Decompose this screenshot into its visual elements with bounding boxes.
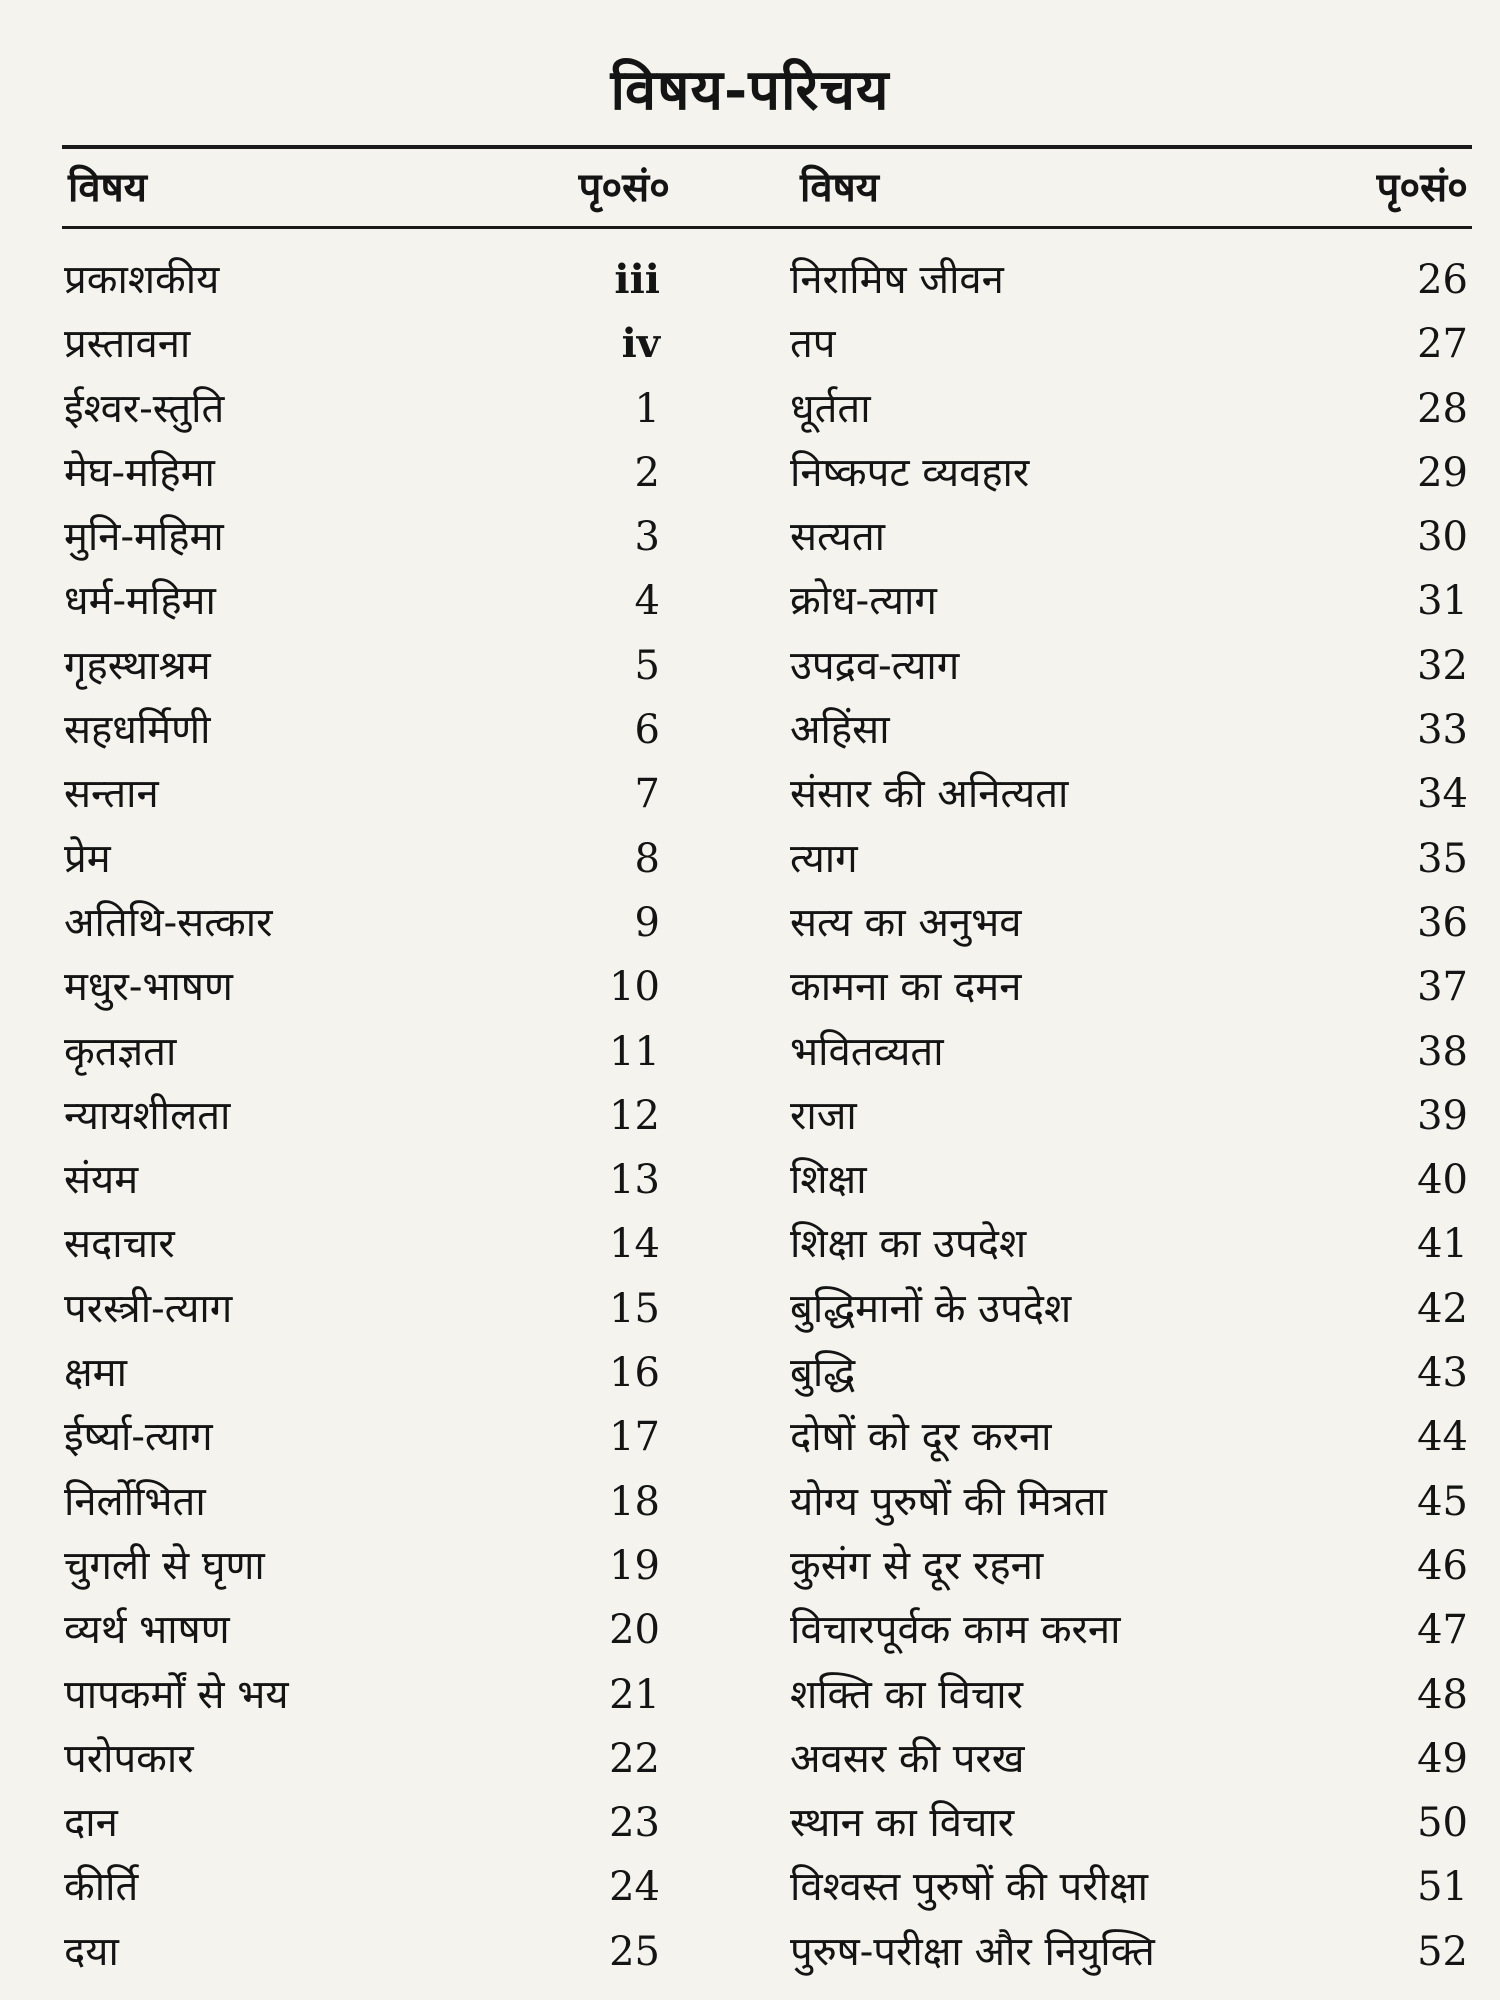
left-subject: अतिथि-सत्कार [64, 899, 273, 946]
left-subject: परोपकार [64, 1735, 194, 1782]
left-page-number: 7 [634, 771, 660, 818]
table-row [0, 955, 1500, 1019]
header-rule [62, 226, 1472, 229]
right-page-number: 30 [1417, 514, 1468, 561]
table-row [0, 1598, 1500, 1662]
right-subject: भवितव्यता [790, 1028, 944, 1075]
right-subject: स्थान का विचार [790, 1800, 1015, 1847]
left-page-number: 1 [634, 385, 660, 432]
right-subject: बुद्धिमानों के उपदेश [790, 1285, 1072, 1332]
right-subject: कुसंग से दूर रहना [790, 1542, 1044, 1589]
left-subject: मधुर-भाषण [64, 964, 233, 1011]
left-subject: संयम [64, 1157, 139, 1204]
left-page-number: 14 [609, 1221, 660, 1268]
left-page-number: 2 [634, 449, 660, 496]
right-page-number: 39 [1417, 1092, 1468, 1139]
left-subject: प्रकाशकीय [64, 257, 220, 303]
table-row [0, 1341, 1500, 1405]
left-subject: मेघ-महिमा [64, 449, 215, 496]
table-row [0, 377, 1500, 441]
left-page-number: 16 [609, 1350, 660, 1397]
right-page-number: 26 [1417, 257, 1468, 303]
table-row [0, 1920, 1500, 1984]
left-page-number: 9 [634, 899, 660, 946]
header-subject-right: विषय [800, 164, 879, 211]
table-row [0, 827, 1500, 891]
right-subject: विचारपूर्वक काम करना [790, 1607, 1121, 1654]
table-row [0, 1663, 1500, 1727]
right-subject: योग्य पुरुषों की मित्रता [790, 1478, 1107, 1525]
left-page-number: 15 [609, 1285, 660, 1332]
right-subject: शिक्षा [790, 1157, 867, 1204]
right-page-number: 33 [1417, 707, 1468, 754]
header-page-right: पृ०सं० [1376, 164, 1468, 211]
header-page-left: पृ०सं० [578, 164, 670, 211]
right-page-number: 38 [1417, 1028, 1468, 1075]
right-page-number: 45 [1417, 1478, 1468, 1525]
left-page-number: 19 [609, 1542, 660, 1589]
left-page-number: 8 [634, 835, 660, 882]
right-page-number: 32 [1417, 642, 1468, 689]
right-subject: धूर्तता [790, 385, 871, 432]
table-row [0, 891, 1500, 955]
page-title: विषय-परिचय [610, 57, 890, 123]
right-subject: सत्य का अनुभव [790, 899, 1022, 946]
right-subject: संसार की अनित्यता [790, 771, 1069, 818]
table-row [0, 1534, 1500, 1598]
right-page-number: 48 [1417, 1671, 1468, 1718]
right-subject: शिक्षा का उपदेश [790, 1221, 1027, 1268]
left-subject: कीर्ति [64, 1864, 139, 1911]
left-subject: सन्तान [64, 771, 159, 818]
table-row [0, 762, 1500, 826]
left-subject: क्षमा [64, 1350, 127, 1397]
table-row [0, 1855, 1500, 1919]
left-subject: व्यर्थ भाषण [64, 1607, 230, 1654]
left-page-number: 5 [634, 642, 660, 689]
left-subject: ईर्ष्या-त्याग [64, 1414, 213, 1461]
right-page-number: 35 [1417, 835, 1468, 882]
right-subject: क्रोध-त्याग [790, 578, 937, 625]
right-subject: दोषों को दूर करना [790, 1414, 1052, 1461]
right-subject: तप [790, 321, 836, 368]
left-page-number: 25 [609, 1928, 660, 1975]
table-row [0, 1727, 1500, 1791]
left-page-number: iv [621, 320, 660, 368]
right-page-number: 36 [1417, 899, 1468, 946]
right-subject: अहिंसा [790, 707, 890, 754]
table-row [0, 634, 1500, 698]
right-subject: त्याग [790, 835, 858, 882]
right-page-number: 50 [1417, 1800, 1468, 1847]
left-page-number: 24 [609, 1864, 660, 1911]
table-header [0, 158, 1500, 218]
right-subject: निरामिष जीवन [790, 257, 1004, 303]
left-subject: मुनि-महिमा [64, 514, 224, 561]
left-page-number: 20 [609, 1607, 660, 1654]
right-subject: विश्वस्त पुरुषों की परीक्षा [790, 1864, 1149, 1911]
right-page-number: 47 [1417, 1607, 1468, 1654]
table-row [0, 698, 1500, 762]
left-page-number: 10 [609, 964, 660, 1011]
table-row [0, 1084, 1500, 1148]
left-page-number: 13 [609, 1157, 660, 1204]
right-page-number: 44 [1417, 1414, 1468, 1461]
table-row [0, 441, 1500, 505]
right-subject: निष्कपट व्यवहार [790, 449, 1030, 496]
header-subject-left: विषय [68, 164, 147, 211]
right-subject: सत्यता [790, 514, 885, 561]
left-subject: कृतज्ञता [64, 1028, 177, 1075]
left-subject: दया [64, 1928, 119, 1975]
right-subject: अवसर की परख [790, 1735, 1025, 1782]
left-page-number: 6 [634, 707, 660, 754]
left-page-number: iii [614, 256, 660, 303]
right-subject: कामना का दमन [790, 964, 1022, 1011]
table-row [0, 1470, 1500, 1534]
right-subject: उपद्रव-त्याग [790, 642, 960, 689]
right-subject: बुद्धि [790, 1350, 856, 1397]
table-row [0, 569, 1500, 633]
right-subject: पुरुष-परीक्षा और नियुक्ति [790, 1928, 1155, 1975]
left-subject: सदाचार [64, 1221, 175, 1268]
left-page-number: 12 [609, 1092, 660, 1139]
left-subject: प्रेम [64, 835, 111, 882]
table-row [0, 248, 1500, 312]
right-page-number: 29 [1417, 449, 1468, 496]
left-subject: प्रस्तावना [64, 321, 191, 368]
right-page-number: 27 [1417, 321, 1468, 368]
right-page-number: 42 [1417, 1285, 1468, 1332]
left-page-number: 23 [609, 1800, 660, 1847]
table-row [0, 1277, 1500, 1341]
left-page-number: 22 [609, 1735, 660, 1782]
left-subject: धर्म-महिमा [64, 578, 216, 625]
right-page-number: 52 [1417, 1928, 1468, 1975]
left-subject: चुगली से घृणा [64, 1542, 265, 1589]
table-row [0, 1212, 1500, 1276]
left-page-number: 11 [609, 1028, 660, 1075]
left-subject: निर्लोभिता [64, 1478, 206, 1525]
table-row [0, 1148, 1500, 1212]
right-page-number: 51 [1417, 1864, 1468, 1911]
table-row [0, 505, 1500, 569]
right-subject: राजा [790, 1092, 857, 1139]
left-subject: पापकर्मों से भय [64, 1671, 289, 1718]
table-row [0, 312, 1500, 376]
left-subject: सहधर्मिणी [64, 707, 211, 754]
left-subject: ईश्वर-स्तुति [64, 385, 225, 432]
right-page-number: 46 [1417, 1542, 1468, 1589]
right-page-number: 34 [1417, 771, 1468, 818]
left-page-number: 21 [609, 1671, 660, 1718]
right-page-number: 41 [1417, 1221, 1468, 1268]
left-subject: न्यायशीलता [64, 1092, 231, 1139]
table-row [0, 1020, 1500, 1084]
left-page-number: 17 [609, 1414, 660, 1461]
left-subject: परस्त्री-त्याग [64, 1285, 233, 1332]
top-rule [62, 145, 1472, 149]
right-page-number: 43 [1417, 1350, 1468, 1397]
right-page-number: 31 [1417, 578, 1468, 625]
left-page-number: 18 [609, 1478, 660, 1525]
right-page-number: 37 [1417, 964, 1468, 1011]
right-page-number: 49 [1417, 1735, 1468, 1782]
table-row [0, 1405, 1500, 1469]
left-page-number: 4 [634, 578, 660, 625]
left-page-number: 3 [634, 514, 660, 561]
table-row [0, 1791, 1500, 1855]
right-subject: शक्ति का विचार [790, 1671, 1024, 1718]
left-subject: दान [64, 1800, 118, 1847]
right-page-number: 40 [1417, 1157, 1468, 1204]
left-subject: गृहस्थाश्रम [64, 642, 211, 689]
right-page-number: 28 [1417, 385, 1468, 432]
table-of-contents [0, 248, 1500, 1984]
